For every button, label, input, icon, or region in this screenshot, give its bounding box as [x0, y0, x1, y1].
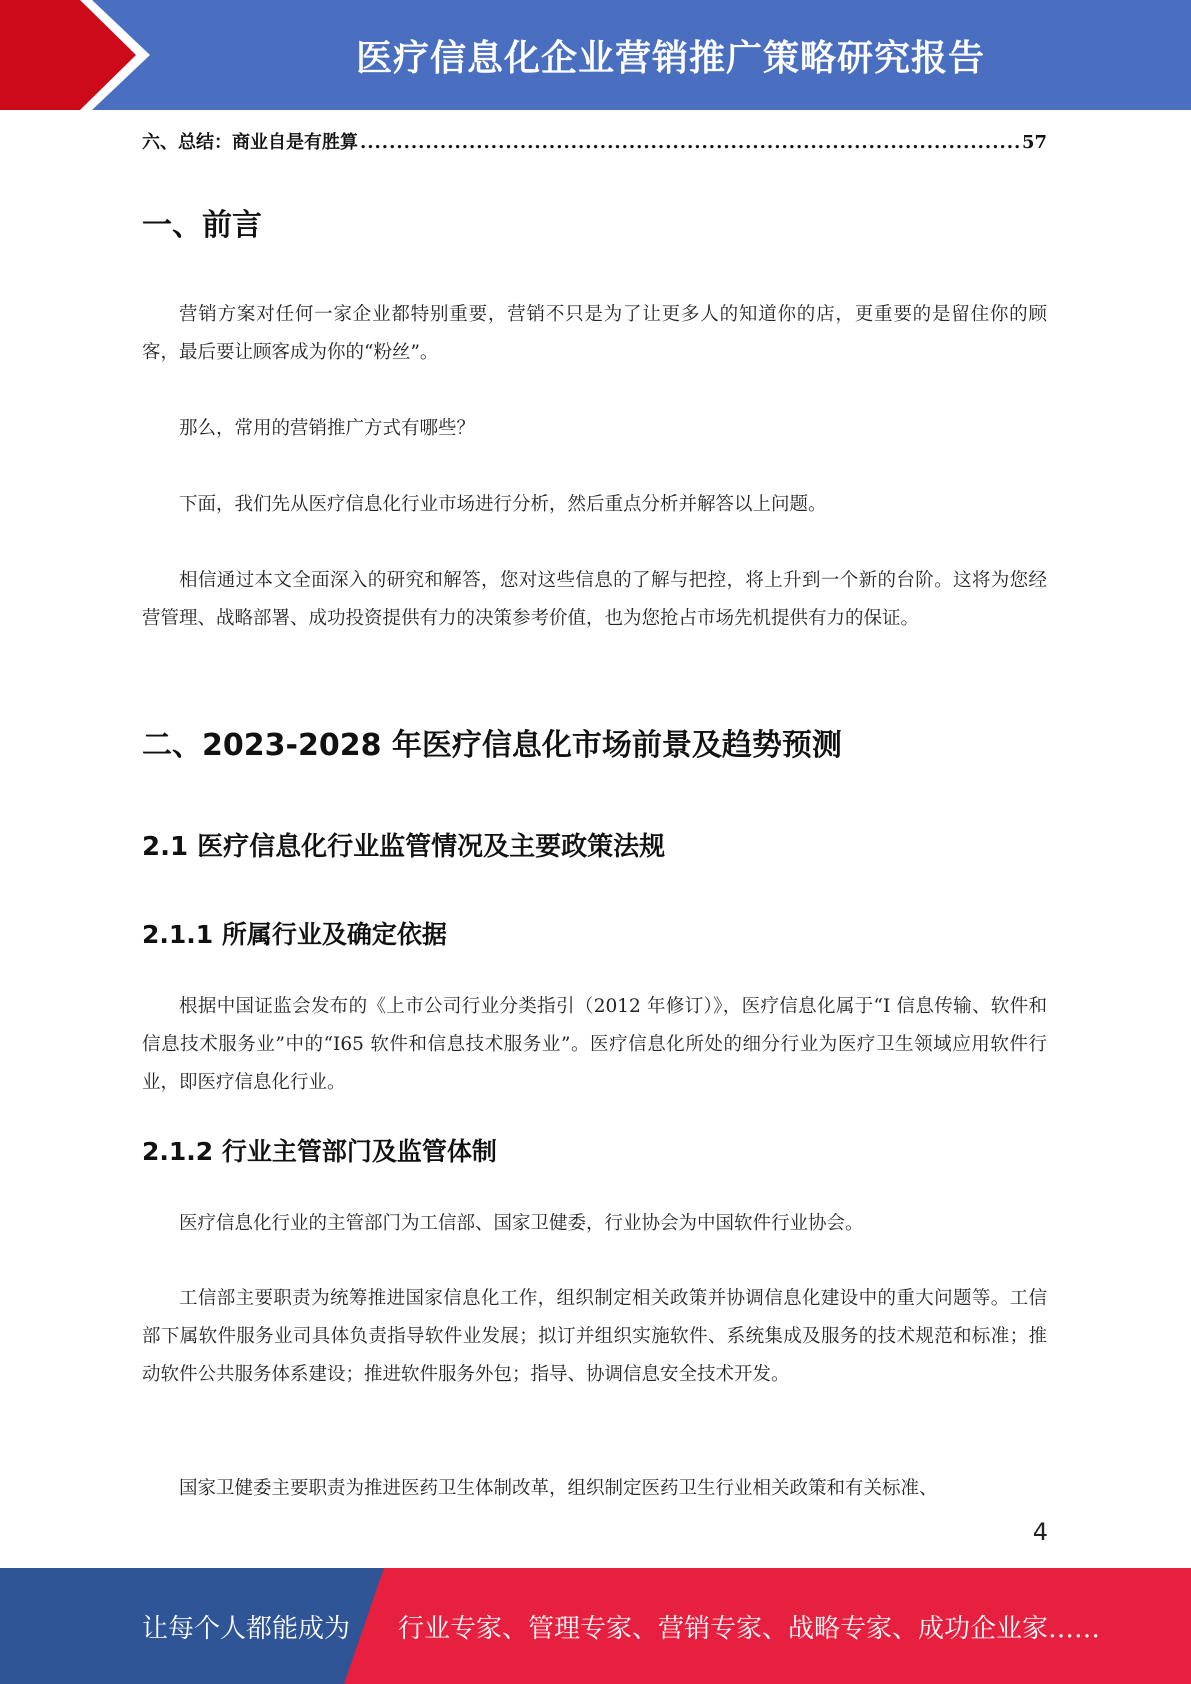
report-title: 医疗信息化企业营销推广策略研究报告: [355, 37, 985, 79]
paragraph: 国家卫健委主要职责为推进医药卫生体制改革，组织制定医药卫生行业相关政策和有关标准、: [179, 1478, 938, 1499]
paragraph: 那么，常用的营销推广方式有哪些？: [179, 418, 476, 439]
toc-entry-label: 六、总结：商业自是有胜算: [142, 132, 358, 153]
section-title-2-1-1: 2.1.1 所属行业及确定依据: [142, 920, 447, 949]
section-title-2-1: 2.1 医疗信息化行业监管情况及主要政策法规: [142, 832, 666, 862]
footer-slogan-right: 行业专家、管理专家、营销专家、战略专家、成功企业家……: [398, 1613, 1101, 1644]
page-number: 4: [1032, 1518, 1048, 1546]
toc-entry-page: 57: [1021, 132, 1047, 153]
toc-entry[interactable]: [142, 128, 1047, 158]
footer-band: [0, 1568, 1191, 1684]
header-band: [0, 0, 1191, 110]
section-title-preface: 一、前言: [142, 208, 262, 243]
paragraph: 根据中国证监会发布的《上市公司行业分类指引（2012 年修订）》，医疗信息化属于“I 信息传输、软件和信息技术服务业”中的“I65 软件和信息技术服务业”。医疗信息化所处的细分行业为医疗卫生领域应用软件行业，即医疗信息化行业。: [142, 996, 1047, 1093]
paragraph: 营销方案对任何一家企业都特别重要，营销不只是为了让更多人的知道你的店，更重要的是留住你的顾客，最后要让顾客成为你的“粉丝”。: [142, 304, 1047, 363]
paragraph: 下面，我们先从医疗信息化行业市场进行分析，然后重点分析并解答以上问题。: [179, 494, 827, 515]
toc-leader-dots: [360, 132, 1020, 153]
section-title-2-1-2: 2.1.2 行业主管部门及监管体制: [142, 1137, 497, 1166]
paragraph: 相信通过本文全面深入的研究和解答，您对这些信息的了解与把控，将上升到一个新的台阶。这将为您经营管理、战略部署、成功投资提供有力的决策参考价值，也为您抢占市场先机提供有力的保证。: [142, 570, 1047, 629]
footer-slogan-left: 让每个人都能成为: [142, 1613, 351, 1644]
section-title-chapter2: 二、2023-2028 年医疗信息化市场前景及趋势预测: [142, 728, 842, 763]
paragraph: 工信部主要职责为统筹推进国家信息化工作，组织制定相关政策并协调信息化建设中的重大问题等。工信部下属软件服务业司具体负责指导软件业发展；拟订并组织实施软件、系统集成及服务的技术规范和标准；推动软件公共服务体系建设；推进软件服务外包；指导、协调信息安全技术开发。: [142, 1288, 1047, 1385]
paragraph: 医疗信息化行业的主管部门为工信部、国家卫健委，行业协会为中国软件行业协会。: [179, 1213, 864, 1234]
